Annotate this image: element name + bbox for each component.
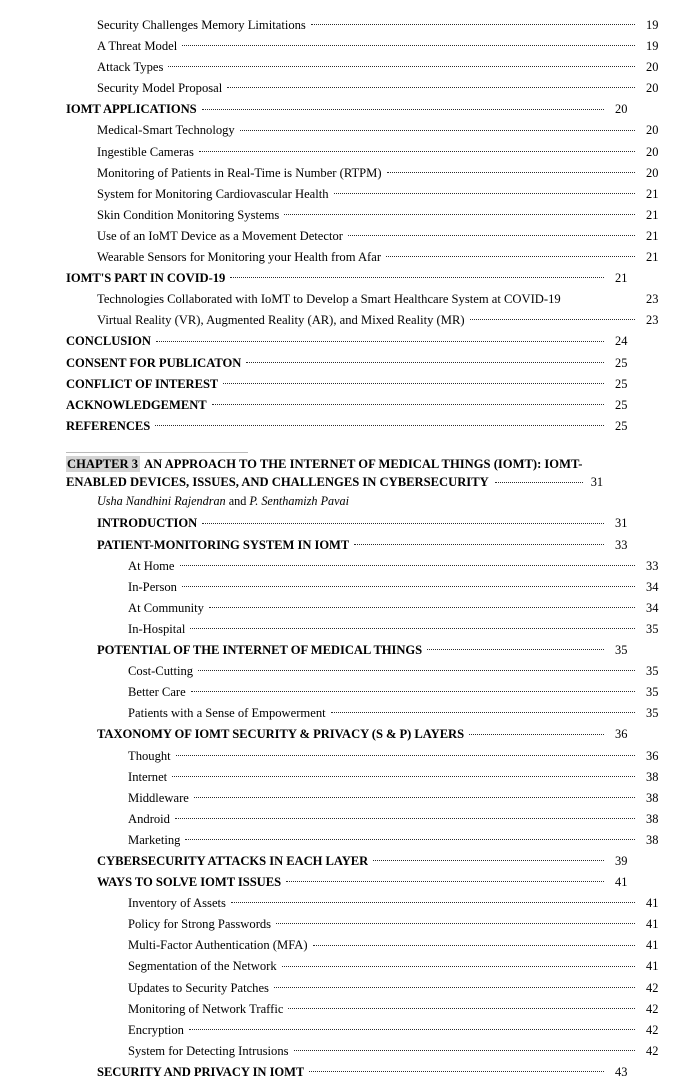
toc-entry[interactable] (97, 870, 639, 891)
toc-dot-leader (182, 34, 635, 50)
toc-entry-label: Multi-Factor Authentication (MFA) (128, 938, 308, 953)
toc-entry[interactable] (66, 161, 670, 182)
toc-entry-page-number: 35 (615, 643, 628, 658)
toc-entry[interactable] (66, 140, 670, 161)
toc-dot-leader (176, 744, 635, 760)
toc-entry-page-number: 35 (646, 685, 659, 700)
toc-entry-page-number: 25 (615, 397, 628, 412)
toc-dot-leader (309, 1060, 604, 1076)
toc-entry-page-number: 43 (615, 1064, 628, 1079)
toc-dot-leader (294, 1039, 635, 1055)
toc-entry[interactable] (66, 182, 670, 203)
toc-entry[interactable] (97, 933, 670, 954)
toc-entry-page-number: 21 (646, 207, 659, 222)
toc-entry-label: ACKNOWLEDGEMENT (66, 397, 207, 412)
toc-entry-label: Wearable Sensors for Monitoring your Health from Afar (97, 250, 382, 265)
toc-dot-leader (212, 393, 604, 409)
toc-entry-page-number: 36 (615, 727, 628, 742)
toc-dot-leader (190, 617, 635, 633)
toc-entry[interactable] (97, 954, 670, 975)
toc-dot-leader (354, 533, 604, 549)
toc-entry-label: CONFLICT OF INTEREST (66, 376, 219, 391)
toc-entry[interactable] (66, 224, 670, 245)
toc-entry-page-number: 41 (615, 875, 628, 890)
toc-entry-page-number: 19 (646, 39, 659, 54)
toc-entry-page-number: 33 (615, 537, 628, 552)
toc-top-entries (0, 13, 673, 435)
toc-entry-page-number: 24 (615, 334, 628, 349)
toc-dot-leader (189, 1018, 635, 1034)
chapter-number-tag: CHAPTER 3 (67, 456, 139, 471)
toc-dot-leader (470, 308, 635, 324)
toc-entry-page-number: 38 (646, 769, 659, 784)
toc-dot-leader (185, 828, 635, 844)
toc-entry-label: Virtual Reality (VR), Augmented Reality (AR), and Mixed Reality (MR) (97, 313, 465, 328)
toc-dot-leader (172, 765, 635, 781)
toc-entry-page-number: 36 (646, 748, 659, 763)
toc-entry-label: Internet (128, 769, 168, 784)
toc-entry[interactable] (97, 596, 670, 617)
toc-dot-leader (387, 161, 635, 177)
toc-entry[interactable] (66, 329, 639, 350)
toc-entry-page-number: 38 (646, 790, 659, 805)
chapter-heading-line2 (66, 473, 639, 491)
toc-dot-leader (282, 954, 635, 970)
toc-entry-label: Use of an IoMT Device as a Movement Detector (97, 228, 343, 243)
toc-entry[interactable] (97, 807, 670, 828)
toc-entry-label: INTRODUCTION (97, 516, 198, 531)
toc-entry-label: System for Detecting Intrusions (128, 1043, 289, 1058)
toc-entry[interactable] (66, 97, 639, 118)
toc-entry-label: Encryption (128, 1022, 184, 1037)
toc-entry-label: SECURITY AND PRIVACY IN IOMT (97, 1064, 305, 1079)
toc-entry[interactable] (66, 55, 670, 76)
toc-entry-label: In-Person (128, 579, 177, 594)
chapter-divider-rule (66, 452, 248, 453)
toc-entry[interactable] (66, 76, 670, 97)
toc-dot-leader (194, 786, 635, 802)
toc-dot-leader (230, 266, 604, 282)
toc-entry-label: Patients with a Sense of Empowerment (128, 706, 326, 721)
toc-entry[interactable] (97, 976, 670, 997)
toc-entry[interactable] (97, 533, 639, 554)
toc-entry-page-number: 21 (646, 186, 659, 201)
toc-entry[interactable] (97, 912, 670, 933)
toc-dot-leader (469, 722, 604, 738)
toc-entry-page-number: 41 (646, 896, 659, 911)
toc-entry[interactable] (66, 13, 670, 34)
toc-entry[interactable] (66, 372, 639, 393)
toc-entry[interactable] (97, 1039, 670, 1060)
toc-entry-page-number: 34 (646, 579, 659, 594)
toc-entry-page-number: 20 (646, 123, 659, 138)
toc-entry-page-number: 20 (646, 144, 659, 159)
toc-entry-label: Security Challenges Memory Limitations (97, 18, 306, 32)
toc-entry-label: Monitoring of Patients in Real-Time is Number (RTPM) (97, 165, 382, 180)
toc-entry[interactable] (97, 786, 670, 807)
toc-dot-leader (348, 224, 635, 240)
toc-dot-leader (334, 182, 635, 198)
toc-entry-label: IOMT APPLICATIONS (66, 102, 197, 117)
toc-dot-leader (168, 55, 635, 71)
toc-entry-label: Attack Types (97, 60, 164, 75)
toc-entry[interactable] (97, 828, 670, 849)
toc-entry-label: PATIENT-MONITORING SYSTEM IN IOMT (97, 537, 350, 552)
toc-dot-leader (276, 912, 635, 928)
toc-entry[interactable] (97, 1060, 639, 1081)
toc-entry-page-number: 20 (646, 81, 659, 96)
toc-entry-label: TAXONOMY OF IOMT SECURITY & PRIVACY (S & P) LAYERS (97, 727, 465, 742)
toc-entry[interactable] (97, 617, 670, 638)
chapter-toc-entries (66, 511, 659, 1081)
toc-entry-page-number: 21 (646, 228, 659, 243)
toc-entry-label: Android (128, 811, 170, 826)
toc-entry-page-number: 20 (615, 102, 628, 117)
chapter-heading (66, 456, 639, 474)
toc-dot-leader (566, 287, 635, 303)
toc-entry-page-number: 42 (646, 980, 659, 995)
toc-entry[interactable] (97, 554, 670, 575)
toc-entry-page-number: 23 (646, 313, 659, 328)
toc-dot-leader (199, 140, 635, 156)
toc-entry[interactable] (66, 393, 639, 414)
toc-entry[interactable] (66, 308, 670, 329)
toc-entry[interactable] (66, 351, 639, 372)
toc-entry-label: Ingestible Cameras (97, 144, 194, 159)
toc-entry-page-number: 41 (646, 917, 659, 932)
toc-entry-label: System for Monitoring Cardiovascular Health (97, 186, 329, 201)
toc-entry-label: CONCLUSION (66, 334, 151, 349)
author-secondary: P. Senthamizh Pavai (249, 494, 349, 509)
toc-dot-leader (288, 997, 635, 1013)
toc-entry[interactable] (97, 765, 670, 786)
toc-entry-page-number: 33 (646, 558, 659, 573)
toc-entry-page-number: 25 (615, 355, 628, 370)
toc-dot-leader (198, 659, 635, 675)
author-conjunction: and (225, 494, 250, 509)
toc-entry[interactable] (97, 638, 639, 659)
toc-entry[interactable] (97, 680, 670, 701)
toc-entry-label: IOMT'S PART IN COVID-19 (66, 271, 226, 286)
toc-entry-page-number: 41 (646, 959, 659, 974)
toc-dot-leader (191, 680, 635, 696)
toc-dot-leader (202, 511, 604, 527)
toc-dot-leader (274, 976, 635, 992)
toc-entry-label: At Community (128, 600, 204, 615)
toc-dot-leader (155, 414, 604, 430)
author-primary: Usha Nandhini Rajendran (97, 494, 226, 509)
toc-entry-page-number: 23 (646, 292, 659, 307)
toc-entry-page-number: 35 (646, 621, 659, 636)
toc-entry[interactable] (66, 287, 670, 308)
toc-entry-label: In-Hospital (128, 621, 186, 636)
toc-entry[interactable] (66, 203, 670, 224)
toc-dot-leader (386, 245, 635, 261)
toc-entry-page-number: 25 (615, 376, 628, 391)
toc-dot-leader (180, 554, 635, 570)
toc-entry[interactable] (97, 849, 639, 870)
chapter-authors (66, 492, 639, 510)
toc-entry-label: Segmentation of the Network (128, 959, 277, 974)
toc-dot-leader (231, 891, 635, 907)
toc-entry[interactable] (66, 266, 639, 287)
toc-entry-label: Inventory of Assets (128, 896, 226, 911)
toc-entry-page-number: 21 (615, 271, 628, 286)
toc-dot-leader (156, 329, 604, 345)
toc-entry-label: Medical-Smart Technology (97, 123, 235, 138)
toc-dot-leader (313, 933, 635, 949)
toc-entry-label: A Threat Model (97, 39, 178, 54)
toc-entry-page-number: 35 (646, 664, 659, 679)
toc-dot-leader (227, 76, 635, 92)
toc-entry[interactable] (66, 245, 670, 266)
toc-entry[interactable] (97, 511, 639, 532)
toc-entry-page-number: 20 (646, 60, 659, 75)
toc-entry-label: At Home (128, 558, 175, 573)
toc-entry-page-number: 38 (646, 811, 659, 826)
toc-entry[interactable] (97, 659, 670, 680)
toc-dot-leader (202, 97, 604, 113)
toc-entry-label: Thought (128, 748, 171, 763)
toc-entry-page-number: 21 (646, 250, 659, 265)
toc-entry[interactable] (66, 118, 670, 139)
chapter-block (0, 447, 673, 1081)
toc-entry-label: Marketing (128, 832, 181, 847)
toc-dot-leader (223, 372, 604, 388)
toc-entry-label: Middleware (128, 790, 189, 805)
toc-entry-label: Cost-Cutting (128, 664, 194, 679)
toc-entry-label: Better Care (128, 685, 186, 700)
toc-entry[interactable] (66, 414, 639, 435)
chapter-title-line1: AN APPROACH TO THE INTERNET OF MEDICAL THINGS (IOMT): IOMT- (144, 456, 583, 471)
toc-entry[interactable] (97, 722, 639, 743)
toc-dot-leader (240, 118, 635, 134)
toc-entry-label: Monitoring of Network Traffic (128, 1001, 284, 1016)
toc-entry[interactable] (66, 34, 670, 55)
toc-dot-leader (246, 351, 604, 367)
toc-entry-page-number: 38 (646, 832, 659, 847)
toc-entry-page-number: 25 (615, 418, 628, 433)
toc-entry[interactable] (97, 744, 670, 765)
toc-entry[interactable] (97, 997, 670, 1018)
toc-entry-page-number: 34 (646, 600, 659, 615)
chapter-dot-leader (495, 473, 583, 486)
toc-entry-page-number: 42 (646, 1001, 659, 1016)
toc-dot-leader (286, 870, 604, 886)
toc-entry-label: REFERENCES (66, 418, 151, 433)
toc-entry-label: WAYS TO SOLVE IOMT ISSUES (97, 875, 282, 890)
toc-entry-page-number: 35 (646, 706, 659, 721)
toc-dot-leader (331, 701, 635, 717)
toc-dot-leader (182, 575, 635, 591)
toc-dot-leader (311, 13, 635, 29)
chapter-title-line2: ENABLED DEVICES, ISSUES, AND CHALLENGES IN CYBERSECURITY (66, 474, 489, 489)
toc-dot-leader (427, 638, 604, 654)
toc-entry-label: POTENTIAL OF THE INTERNET OF MEDICAL THINGS (97, 643, 423, 658)
toc-entry-page-number: 39 (615, 853, 628, 868)
toc-entry-page-number: 19 (646, 18, 659, 32)
chapter-page-number: 31 (590, 474, 604, 489)
toc-dot-leader (373, 849, 604, 865)
toc-entry-label: Skin Condition Monitoring Systems (97, 207, 280, 222)
toc-entry-page-number: 42 (646, 1022, 659, 1037)
toc-dot-leader (209, 596, 635, 612)
toc-dot-leader (175, 807, 635, 823)
toc-entry-label: Security Model Proposal (97, 81, 223, 96)
toc-entry-page-number: 41 (646, 938, 659, 953)
toc-entry-page-number: 20 (646, 165, 659, 180)
toc-entry-label: Updates to Security Patches (128, 980, 269, 995)
toc-entry[interactable] (97, 701, 670, 722)
toc-entry-label: Technologies Collaborated with IoMT to Develop a Smart Healthcare System at COVID-19 (97, 292, 561, 307)
toc-entry-label: CYBERSECURITY ATTACKS IN EACH LAYER (97, 853, 369, 868)
toc-entry[interactable] (97, 1018, 670, 1039)
toc-entry[interactable] (97, 891, 670, 912)
toc-entry[interactable] (97, 575, 670, 596)
toc-dot-leader (284, 203, 635, 219)
toc-entry-page-number: 31 (615, 516, 628, 531)
toc-entry-label: CONSENT FOR PUBLICATON (66, 355, 242, 370)
toc-entry-label: Policy for Strong Passwords (128, 917, 272, 932)
toc-entry-page-number: 42 (646, 1043, 659, 1058)
